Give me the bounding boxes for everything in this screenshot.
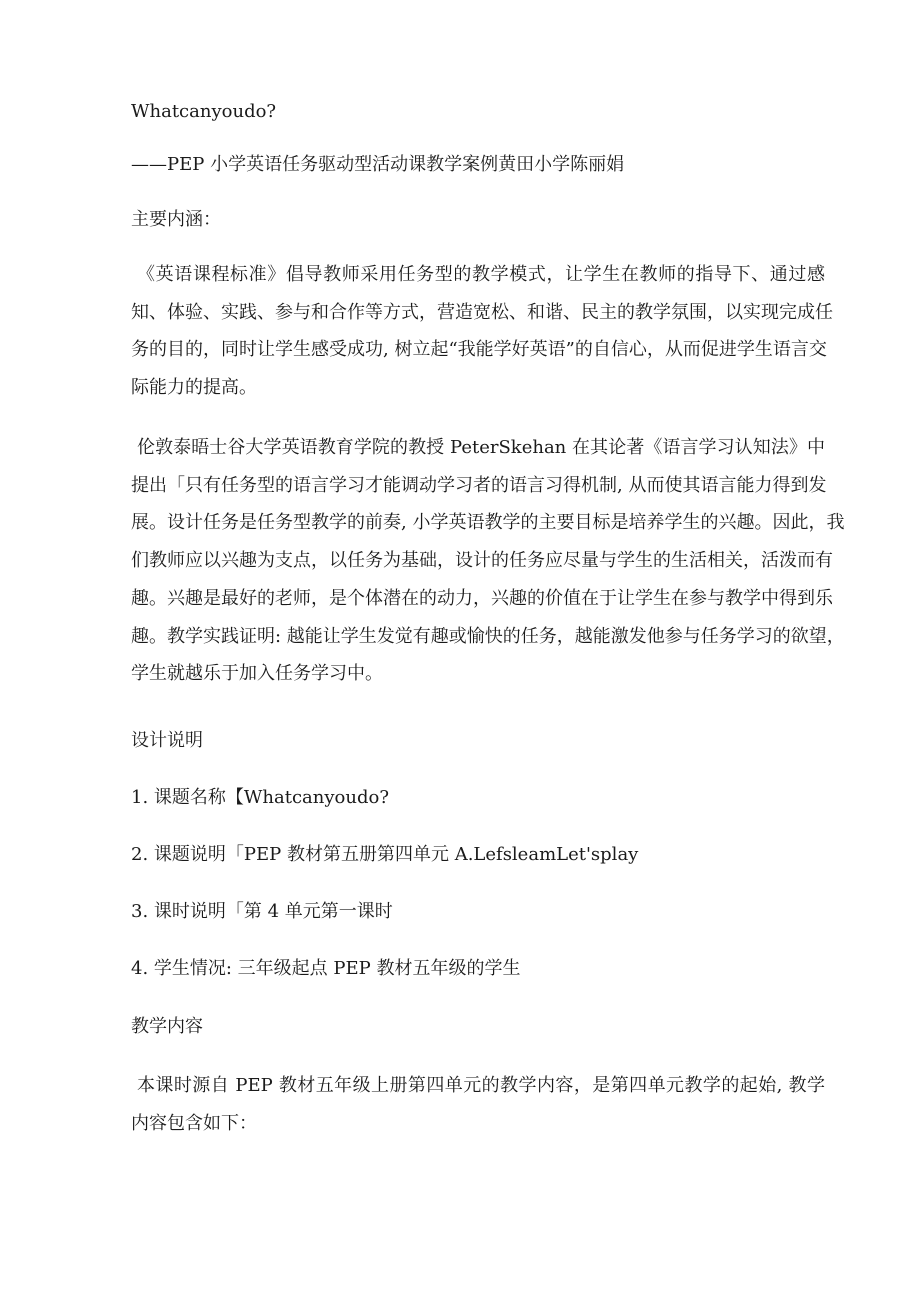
design-item-1: 1. 课题名称【Whatcanyoudo? [131, 787, 389, 808]
design-item-3: 3. 课时说明「第 4 单元第一课时 [131, 901, 393, 922]
paragraph-line: 本课时源自 PEP 教材五年级上册第四单元的教学内容，是第四单元教学的起始, 教学 [137, 1075, 825, 1096]
paragraph-teaching-content [131, 1067, 825, 1142]
paragraph-line: 提出「只有任务型的语言学习才能调动学习者的语言习得机制, 从而使其语言能力得到发 [131, 474, 827, 496]
document-subtitle: ——PEP 小学英语任务驱动型活动课教学案例黄田小学陈丽娟 [131, 154, 625, 175]
section-heading-main: 主要内涵： [131, 209, 221, 230]
paragraph-line: 务的目的，同时让学生感受成功, 树立起“我能学好英语”的自信心，从而促进学生语言交 [131, 339, 827, 361]
paragraph-skehan [131, 429, 845, 693]
paragraph-line: 际能力的提高。 [131, 377, 257, 399]
paragraph-line: 《英语课程标准》倡导教师采用任务型的教学模式，让学生在教师的指导下、通过感 [137, 264, 825, 285]
section-heading-design: 设计说明 [131, 730, 203, 751]
paragraph-line: 学生就越乐于加入任务学习中。 [131, 663, 383, 685]
paragraph-line: 知、体验、实践、参与和合作等方式，营造宽松、和谐、民主的教学氛围，以实现完成任 [131, 301, 833, 323]
paragraph-line: 伦敦泰晤士谷大学英语教育学院的教授 PeterSkehan 在其论著《语言学习认知法》中 [137, 437, 825, 458]
paragraph-line: 趣。兴趣是最好的老师，是个体潜在的动力，兴趣的价值在于让学生在参与教学中得到乐 [131, 587, 833, 609]
paragraph-line: 趣。教学实践证明: 越能让学生发觉有趣或愉快的任务，越能激发他参与任务学习的欲望， [131, 625, 845, 647]
document-title: Whatcanyoudo? [131, 101, 277, 122]
design-item-4: 4. 学生情况: 三年级起点 PEP 教材五年级的学生 [131, 958, 521, 979]
paragraph-line: 展。设计任务是任务型教学的前奏, 小学英语教学的主要目标是培养学生的兴趣。因此，我 [131, 512, 845, 534]
paragraph-line: 们教师应以兴趣为支点，以任务为基础，设计的任务应尽量与学生的生活相关，活泼而有 [131, 550, 833, 572]
section-heading-content: 教学内容 [131, 1016, 203, 1037]
design-item-2: 2. 课题说明「PEP 教材第五册第四单元 A.LefsleamLet'splay [131, 844, 639, 865]
paragraph-course-standard [131, 256, 833, 407]
paragraph-line: 内容包含如下： [131, 1112, 257, 1134]
